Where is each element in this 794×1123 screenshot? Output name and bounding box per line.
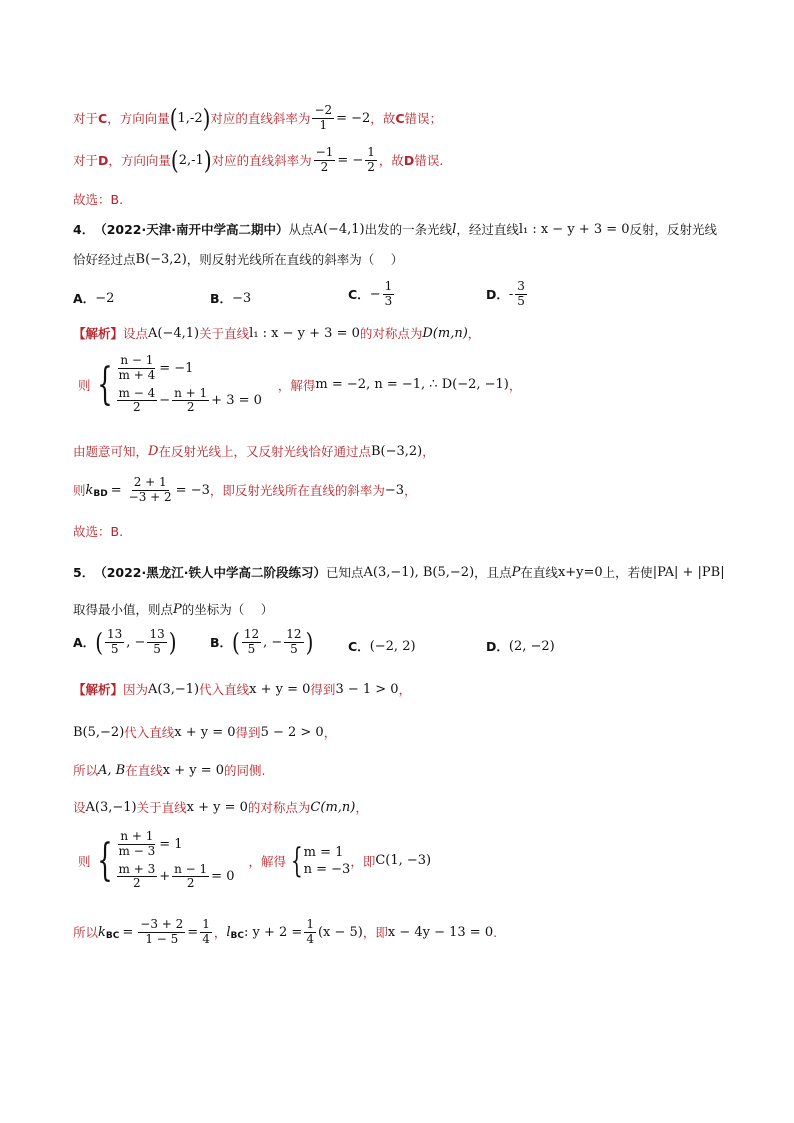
math: : y + 2 = <box>244 924 303 940</box>
q5-option-d[interactable] <box>486 637 555 655</box>
text: ，且点 <box>474 565 512 580</box>
math: C(m,n) <box>310 799 356 815</box>
q5-analysis-line1 <box>73 680 754 698</box>
question-5-line1 <box>73 563 754 581</box>
q5-option-b[interactable]: B． ( $\frac{12}{5}$ , − $\frac{12}{5}$ ) <box>210 627 314 658</box>
text: 关于直线 <box>136 800 187 815</box>
subscript: BD <box>93 489 108 500</box>
fraction: $\frac{-2}{1}$ <box>314 103 333 132</box>
text: 则 <box>78 377 91 393</box>
text: 对应的直线斜率为 <box>211 153 312 169</box>
q5-final-line <box>73 918 754 947</box>
math: l₁ : x − y + 3 = 0 <box>518 221 630 237</box>
option-label: C． <box>348 287 370 303</box>
text: 设点 <box>123 326 149 341</box>
fraction: $\frac{1}{4}$ <box>202 917 210 946</box>
text: ， <box>467 326 481 341</box>
text: 反射，反射光线 <box>629 222 718 237</box>
option-value: (2, −2) <box>508 638 555 654</box>
math: −3 <box>384 482 405 498</box>
text: ， <box>213 925 227 941</box>
option-label: B． <box>210 291 233 306</box>
text: 则 <box>78 853 91 869</box>
q4-analysis-line1 <box>73 324 754 342</box>
fraction: $\frac{-1}{2}$ <box>315 145 334 174</box>
text: 的坐标为（ ） <box>181 602 274 617</box>
text: 设 <box>73 800 86 815</box>
text: . <box>493 924 498 940</box>
q5-option-c[interactable] <box>348 637 416 655</box>
math: 3 − 1 > 0 <box>335 681 399 697</box>
math: = <box>187 924 199 940</box>
fraction: $\frac{1}{4}$ <box>306 917 314 946</box>
math: k <box>85 482 94 498</box>
math: x + y = 0 <box>162 762 225 778</box>
equation-system: { $\frac{n + 1}{m - 3}$ = 1 $\frac{m + 3}{2}$ + $\frac{n - 1}{2}$ = 0 <box>96 829 235 891</box>
text: ，经过直线 <box>456 222 519 237</box>
q5-analysis-line2 <box>73 723 754 741</box>
text: 取得最小值，则点 <box>73 602 174 617</box>
text: ，方向向量 <box>108 153 171 169</box>
option-letter: C <box>395 110 405 126</box>
text: 对应的直线斜率为 <box>210 111 311 127</box>
text: ，即反射光线所在直线的斜率为 <box>209 483 385 499</box>
question-number: 4． <box>73 222 95 237</box>
math: x+y=0 <box>557 564 603 580</box>
q5-option-a[interactable]: A． ( $\frac{13}{5}$ , − $\frac{13}{5}$ ) <box>73 627 177 658</box>
option-label: B． <box>210 635 233 651</box>
option-value: - <box>508 286 514 302</box>
math: D <box>148 443 159 459</box>
fraction: $\frac{1}{2}$ <box>367 145 375 174</box>
text: 得到 <box>310 682 336 697</box>
option-label: D． <box>486 287 509 303</box>
math: B(5,−2) <box>73 724 125 740</box>
math: 5 − 2 > 0 <box>260 724 324 740</box>
text: 得到 <box>235 725 261 740</box>
text: 所以 <box>73 925 99 941</box>
fraction: $\frac{2 + 1}{-3 + 2}$ <box>128 475 172 504</box>
text: 因为 <box>123 682 149 697</box>
math: x − 4y − 13 = 0 <box>387 924 494 940</box>
math: = −3 <box>175 482 210 498</box>
text: 在反射光线上，又反射光线恰好通过点 <box>158 444 371 459</box>
text: ， <box>323 725 337 740</box>
fraction: $\frac{12}{5}$ <box>243 627 260 656</box>
text: 由题意可知， <box>73 444 149 459</box>
option-letter: D <box>403 152 415 168</box>
q4-equation-system <box>78 354 754 415</box>
equation: = − <box>337 152 364 168</box>
q4-option-a[interactable] <box>73 289 114 307</box>
text: 错误. <box>414 153 444 169</box>
math: D(m,n) <box>422 325 468 341</box>
math: A(3,−1), B(5,−2) <box>363 564 475 580</box>
option-label: A． <box>73 291 96 306</box>
text: 已知点 <box>326 565 364 580</box>
math: l <box>226 924 231 940</box>
text: 的对称点为 <box>247 800 311 815</box>
fraction: $\frac{3}{5}$ <box>517 279 525 308</box>
option-label: D． <box>486 639 509 654</box>
text: 在直线 <box>520 565 558 580</box>
text: 关于直线 <box>199 326 250 341</box>
math: A(−4,1) <box>313 221 365 237</box>
text: 错误； <box>404 111 443 127</box>
question-source: （2022·天津·南开中学高二期中） <box>94 222 289 237</box>
question-source: （2022·黑龙江·铁人中学高二阶段练习） <box>94 565 326 580</box>
math: x + y = 0 <box>174 724 236 740</box>
text: ，解得 <box>248 853 286 869</box>
vector-value: 2,-1 <box>178 152 204 168</box>
option-value: (−2, 2) <box>369 638 416 654</box>
math: A(−4,1) <box>148 325 200 341</box>
math: B(−3,2) <box>135 251 187 267</box>
text: ，故 <box>370 111 396 127</box>
text: 出发的一条光线 <box>364 222 453 237</box>
q4-option-d[interactable] <box>486 280 529 309</box>
text: ，即 <box>362 925 388 941</box>
math: m = −2, n = −1, ∴ D(−2, −1) <box>315 377 509 393</box>
math: A(3,−1) <box>148 681 200 697</box>
option-d-analysis: 对于 D ，方向向量 ( 2,-1 ) 对应的直线斜率为 $\frac{-1}{2}$ = − $\frac{1}{2}$ ，故 D 错误. <box>73 145 444 176</box>
option-letter: C <box>98 110 108 126</box>
math: = <box>110 482 122 498</box>
text: 在直线 <box>125 763 163 778</box>
answer-q4: 故选：B. <box>73 524 124 539</box>
math: P <box>173 601 182 617</box>
fraction: $\frac{13}{5}$ <box>107 627 123 656</box>
text: 则 <box>73 483 86 499</box>
subscript: BC <box>230 931 244 942</box>
math: A(3,−1) <box>85 799 137 815</box>
analysis-tag: 【解析】 <box>73 326 124 341</box>
math: l₁ : x − y + 3 = 0 <box>249 325 360 341</box>
math: |PA| + |PB| <box>652 564 725 580</box>
fraction: $\frac{-3 + 2}{1 - 5}$ <box>140 917 184 946</box>
math: (x − 5) <box>317 924 363 940</box>
text: ，解得 <box>277 377 316 393</box>
math: A, B <box>98 762 126 778</box>
text: 所以 <box>73 763 99 778</box>
text: 的同侧. <box>224 763 266 778</box>
equation: = −2 <box>336 110 371 126</box>
math: = <box>122 924 134 940</box>
math: l <box>452 221 457 237</box>
fraction: $\frac{12}{5}$ <box>286 627 302 656</box>
math: k <box>98 924 106 940</box>
text: ，故 <box>378 153 404 169</box>
subscript: BC <box>105 931 120 942</box>
option-label: C． <box>348 639 370 654</box>
analysis-tag: 【解析】 <box>73 682 124 697</box>
math: , − <box>126 634 146 650</box>
text: 代入直线 <box>199 682 250 697</box>
text: ，即 <box>350 853 376 869</box>
text: ， <box>508 377 522 393</box>
math: x + y = 0 <box>249 681 311 697</box>
answer-q3: 故选：B. <box>73 192 124 207</box>
q5-analysis-line3 <box>73 761 754 779</box>
option-label: A． <box>73 635 96 651</box>
equation-system: { $\frac{n - 1}{m + 4}$ = −1 $\frac{m - 4}{2}$ − $\frac{n + 1}{2}$ + 3 = 0 <box>96 353 262 415</box>
math: C(1, −3) <box>375 853 432 869</box>
q4-option-b[interactable] <box>210 289 251 307</box>
text: 上，若使 <box>602 565 653 580</box>
text: ， <box>404 483 417 499</box>
solution-system: { m = 1 n = −3 <box>290 840 351 881</box>
question-4-line1 <box>73 220 754 238</box>
text: 的对称点为 <box>359 326 423 341</box>
vector-value: 1,-2 <box>177 110 203 126</box>
math: , − <box>263 634 283 650</box>
question-4-line2 <box>73 250 754 268</box>
q4-slope-line <box>73 476 754 505</box>
text: ， <box>355 800 368 815</box>
text: 代入直线 <box>124 725 175 740</box>
option-c-analysis: 对于 C ，方向向量 ( 1,-2 ) 对应的直线斜率为 $\frac{-2}{1}$ = −2 ，故 C 错误； <box>73 103 443 134</box>
text: 对于 <box>73 153 99 169</box>
q4-option-c[interactable] <box>348 280 396 309</box>
text: ，方向向量 <box>107 111 170 127</box>
q5-analysis-line4 <box>73 798 754 816</box>
option-value: −3 <box>232 290 252 306</box>
question-number: 5． <box>73 565 95 580</box>
text: ， <box>398 682 412 697</box>
math: x + y = 0 <box>186 799 248 815</box>
option-value: − <box>369 286 381 302</box>
math: P <box>511 564 521 580</box>
text: 恰好经过点 <box>73 252 136 267</box>
question-5-line2 <box>73 600 754 618</box>
option-value: −2 <box>95 290 115 306</box>
option-letter: D <box>98 152 109 168</box>
fraction: $\frac{1}{3}$ <box>384 279 393 308</box>
text: ，则反射光线所在直线的斜率为（ ） <box>186 252 404 267</box>
fraction: $\frac{13}{5}$ <box>149 627 165 656</box>
q4-analysis-line3 <box>73 442 754 460</box>
math: B(−3,2) <box>370 443 423 459</box>
text: 从点 <box>288 222 314 237</box>
q5-equation-system <box>78 830 754 891</box>
text: ， <box>422 444 435 459</box>
text: 对于 <box>73 111 99 127</box>
